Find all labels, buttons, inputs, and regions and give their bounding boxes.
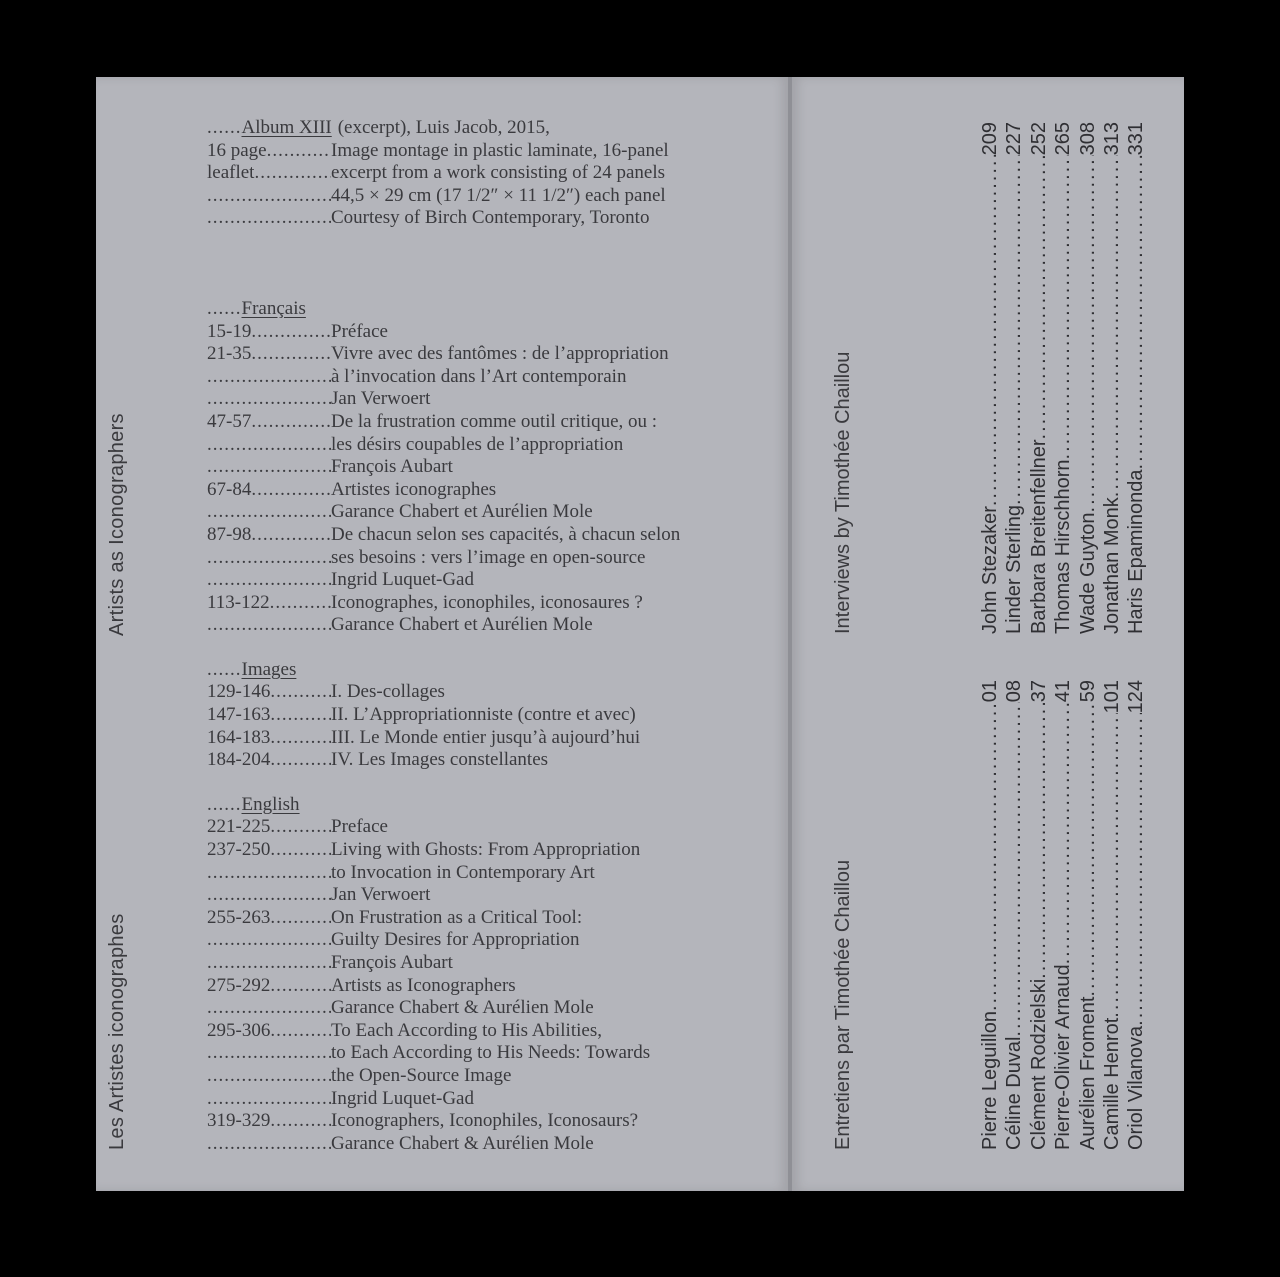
toc-entry-text: Preface [331, 816, 388, 838]
toc-entry-text: ses besoins : vers l’image en open-source [331, 546, 646, 568]
album-line: 16 page ..... Image montage in plastic laminate, 16-panel [207, 140, 767, 163]
interviewee-name: Céline Duval [1003, 1036, 1026, 1150]
toc-row [207, 952, 767, 975]
page-range: 67-84 [207, 478, 252, 500]
toc-row [207, 343, 767, 366]
toc-entry-text: Garance Chabert et Aurélien Mole [331, 614, 593, 636]
section-heading-row [207, 298, 767, 321]
spine-title-fr: Les Artistes iconographes [106, 913, 128, 1150]
interview-page: 08 [1003, 680, 1026, 703]
interview-page: 37 [1027, 680, 1050, 703]
toc-row [207, 1042, 767, 1065]
interviews-en-list [978, 122, 1149, 634]
toc-entry-text: Ingrid Luquet-Gad [331, 1087, 474, 1109]
interview-page: 209 [979, 122, 1001, 156]
interview-page: 265 [1052, 122, 1075, 156]
toc-entry-text: Jan Verwoert [331, 388, 431, 410]
interview-row [1124, 122, 1148, 634]
toc-row [207, 749, 767, 772]
toc-row [207, 839, 767, 862]
toc-row [207, 524, 767, 547]
section-heading: Français [241, 297, 306, 319]
section-heading-row [207, 794, 767, 817]
toc-row [207, 997, 767, 1020]
toc-row [207, 1088, 767, 1111]
interview-row [1100, 122, 1124, 634]
interview-page: 59 [1076, 680, 1099, 703]
section-heading: English [241, 793, 300, 815]
page-range: 15-19 [207, 320, 252, 342]
toc-entry-text: De la frustration comme outil critique, ou : [331, 410, 658, 432]
interview-page: 01 [979, 680, 1001, 703]
interview-page: 331 [1125, 122, 1148, 156]
spine-title-en: Artists as Iconographers [106, 413, 128, 636]
interviewee-name: Pierre Leguillon [979, 1011, 1001, 1150]
toc-row [207, 1133, 767, 1156]
toc-entry-text: Jan Verwoert [331, 884, 431, 906]
interviews-fr-title: Entretiens par Timothée Chaillou [832, 859, 854, 1150]
toc-row [207, 547, 767, 570]
toc-row [207, 975, 767, 998]
interview-page: 101 [1101, 680, 1124, 714]
toc-entry-text: les désirs coupables de l’appropriation [331, 433, 624, 455]
interviewee-name: Oriol Vilanova [1125, 1025, 1148, 1150]
toc-row [207, 614, 767, 637]
toc-entry-text: François Aubart [331, 456, 453, 478]
toc-row [207, 681, 767, 704]
page-range: 87-98 [207, 523, 252, 545]
interviewee-name: Thomas Hirschhorn [1052, 459, 1075, 634]
toc-entry-text: I. Des-collages [331, 681, 445, 703]
toc-entry-text: De chacun selon ses capacités, à chacun selon [331, 523, 681, 545]
toc-entry-text: Préface [331, 320, 388, 342]
toc-entry-text: Garance Chabert & Aurélien Mole [331, 997, 594, 1019]
interview-row [1051, 680, 1075, 1150]
toc-entry-text: Garance Chabert et Aurélien Mole [331, 501, 593, 523]
toc-entry-text: the Open-Source Image [331, 1064, 512, 1086]
page-range: 319-329 [207, 1110, 271, 1132]
toc-row [207, 592, 767, 615]
toc-entry-text: Guilty Desires for Appropriation [331, 929, 580, 951]
table-of-contents [207, 117, 767, 1155]
toc-entry-text: Iconographers, Iconophiles, Iconosaurs? [331, 1110, 639, 1132]
toc-entry-text: Vivre avec des fantômes : de l’appropriation [331, 343, 669, 365]
toc-row [207, 907, 767, 930]
interviewee-name: Camille Henrot [1101, 1017, 1124, 1150]
interview-row [978, 680, 1002, 1150]
interview-page: 227 [1003, 122, 1026, 156]
album-line: leaflet ..... excerpt from a work consisting of 24 panels [207, 162, 767, 185]
page-range: 129-146 [207, 681, 271, 703]
page-range: 21-35 [207, 343, 252, 365]
album-title-row [207, 117, 767, 140]
page-range: 255-263 [207, 906, 271, 928]
interviews-en-title: Interviews by Timothée Chaillou [832, 351, 854, 634]
toc-row [207, 1065, 767, 1088]
interviews-fr-list [978, 680, 1149, 1150]
album-line: ..... 44,5 × 29 cm (17 1/2″ × 11 1/2″) each panel [207, 185, 767, 208]
interview-row [1027, 680, 1051, 1150]
toc-entry-text: Ingrid Luquet-Gad [331, 569, 474, 591]
interview-page: 41 [1052, 680, 1075, 703]
toc-row [207, 569, 767, 592]
interview-row [978, 122, 1002, 634]
toc-entry-text: Artists as Iconographers [331, 974, 516, 996]
toc-entry-text: Living with Ghosts: From Appropriation [331, 839, 641, 861]
toc-row [207, 1020, 767, 1043]
toc-entry-text: to Each According to His Needs: Towards [331, 1042, 651, 1064]
interview-row [1076, 122, 1100, 634]
toc-row [207, 862, 767, 885]
toc-row [207, 479, 767, 502]
interview-row [1002, 122, 1026, 634]
toc-row [207, 929, 767, 952]
toc-entry-text: Artistes iconographes [331, 478, 497, 500]
interviewee-name: Aurélien Froment [1076, 996, 1099, 1150]
page-range: 237-250 [207, 839, 271, 861]
page-range: 295-306 [207, 1019, 271, 1041]
toc-entry-text: II. L’Appropriationniste (contre et avec) [331, 704, 636, 726]
toc-entry-text: IV. Les Images constellantes [331, 749, 549, 771]
page-range: 164-183 [207, 726, 271, 748]
interview-page: 308 [1076, 122, 1099, 156]
toc-entry-text: à l’invocation dans l’Art contemporain [331, 365, 627, 387]
page-range: 113-122 [207, 591, 270, 613]
interview-row [1027, 122, 1051, 634]
interview-row [1076, 680, 1100, 1150]
toc-row [207, 1110, 767, 1133]
interview-row [1124, 680, 1148, 1150]
page-range: 47-57 [207, 410, 252, 432]
interviewee-name: Wade Guyton [1076, 512, 1099, 634]
toc-sections [207, 298, 767, 1155]
section-heading: Images [241, 658, 297, 680]
toc-row [207, 501, 767, 524]
interviewee-name: Haris Epaminonda [1125, 469, 1148, 634]
toc-entry-text: Iconographes, iconophiles, iconosaures ? [331, 591, 643, 613]
page-range: 147-163 [207, 704, 271, 726]
interview-page: 252 [1027, 122, 1050, 156]
album-title: Album XIII [241, 117, 332, 138]
page-range: 221-225 [207, 816, 271, 838]
toc-row [207, 704, 767, 727]
toc-row [207, 727, 767, 750]
toc-row [207, 321, 767, 344]
interview-page: 124 [1125, 680, 1148, 714]
interviewee-name: John Stezaker [979, 506, 1001, 634]
interview-page: 313 [1101, 122, 1124, 156]
toc-row [207, 434, 767, 457]
page-range: 184-204 [207, 749, 271, 771]
page-fold [788, 77, 792, 1191]
toc-row [207, 456, 767, 479]
toc-entry-text: Garance Chabert & Aurélien Mole [331, 1132, 594, 1154]
toc-row [207, 884, 767, 907]
interview-row [1002, 680, 1026, 1150]
toc-row [207, 388, 767, 411]
toc-entry-text: to Invocation in Contemporary Art [331, 861, 595, 883]
interview-row [1051, 122, 1075, 634]
toc-row [207, 411, 767, 434]
album-line-0: (excerpt), Luis Jacob, 2015, [337, 117, 550, 138]
interview-row [1100, 680, 1124, 1150]
section-heading-row [207, 659, 767, 682]
toc-row [207, 816, 767, 839]
toc-entry-text: On Frustration as a Critical Tool: [331, 906, 583, 928]
interviewee-name: Pierre-Olivier Arnaud [1052, 964, 1075, 1150]
toc-row [207, 366, 767, 389]
interviewee-name: Jonathan Monk [1101, 497, 1124, 634]
toc-entry-text: To Each According to His Abilities, [331, 1019, 602, 1041]
interviewee-name: Linder Sterling [1003, 505, 1026, 634]
page-range: 275-292 [207, 974, 271, 996]
interviewee-name: Clément Rodzielski [1027, 978, 1050, 1150]
toc-entry-text: François Aubart [331, 952, 453, 973]
interviewee-name: Barbara Breitenfellner [1027, 439, 1050, 634]
album-line: ..... Courtesy of Birch Contemporary, Toronto [207, 207, 767, 230]
toc-entry-text: III. Le Monde entier jusqu’à aujourd’hui [331, 726, 641, 748]
